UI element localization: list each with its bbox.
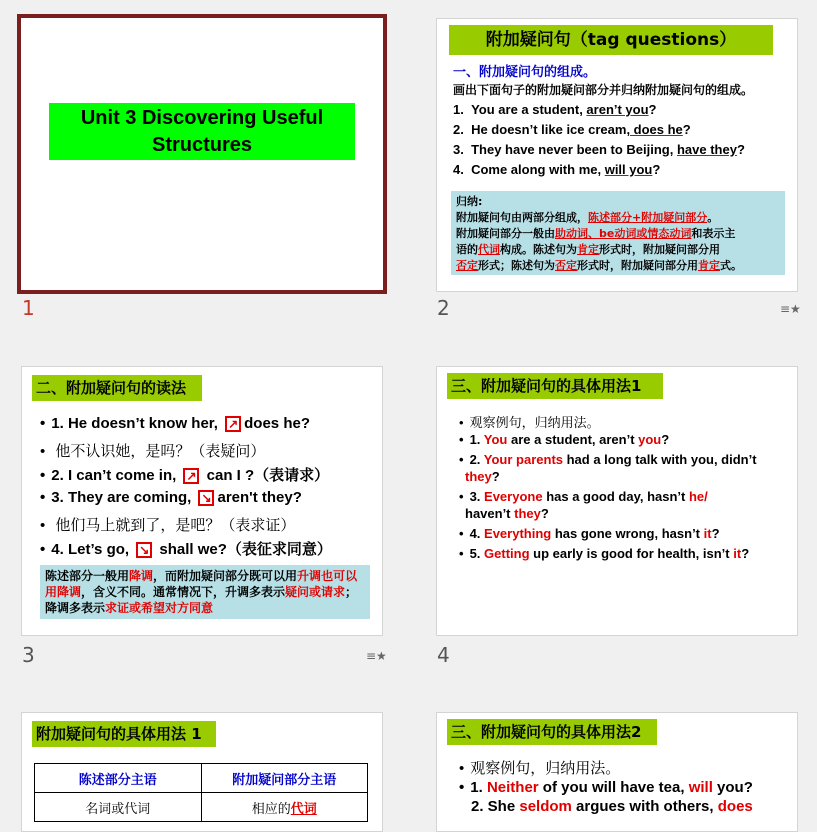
slide-thumbnail-6[interactable] — [436, 712, 798, 832]
slide-2-item: 4. Come along with me, will you? — [453, 162, 661, 177]
slide-3-line: • 4. Let’s go, ↘ shall we?（表征求同意） — [40, 538, 332, 559]
slide-number-1: 1 — [22, 296, 35, 320]
slide-3-note-box: 陈述部分一般用降调，而附加疑问部分既可以用升调也可以用降调，含义不同。通常情况下，升调多表示疑问或请求；降调多表示求证或希望对方同意 — [40, 565, 370, 619]
slide-2-summary-box — [451, 191, 785, 275]
slide-thumbnail-1[interactable] — [17, 14, 387, 294]
slide-4-item: • 1. You are a student, aren’t you? — [459, 432, 669, 447]
table-header: 附加疑问部分主语 — [201, 764, 368, 793]
animation-star-icon[interactable]: ≡★ — [366, 649, 387, 663]
slide-4-item: • 5. Getting up early is good for health, isn’t it? — [459, 546, 749, 561]
slide-3-line: • 他不认识她，是吗？（表疑问） — [40, 440, 265, 461]
summary-label: 归纳: — [456, 195, 483, 208]
slide-3-title: 二、附加疑问句的读法 — [32, 375, 202, 401]
table-header: 陈述部分主语 — [35, 764, 202, 793]
summary-line: 附加疑问部分一般由助动词、be动词或情态动词和表示主 — [456, 227, 736, 240]
slide-4-title: 三、附加疑问句的具体用法1 — [447, 373, 663, 399]
slide-2-item: 3. They have never been to Beijing, have they? — [453, 142, 745, 157]
slide-1-title: Unit 3 Discovering Useful Structures — [49, 103, 355, 160]
slide-4-item-cont: haven’t they? — [465, 506, 549, 521]
slide-2-title: 附加疑问句（tag questions） — [449, 25, 773, 55]
summary-line: 附加疑问句由两部分组成，陈述部分+附加疑问部分。 — [456, 211, 719, 224]
slide-4-item: • 3. Everyone has a good day, hasn’t he/ — [459, 489, 708, 504]
slide-6-intro: • 观察例句，归纳用法。 — [459, 757, 620, 778]
falling-arrow-icon: ↘ — [198, 490, 214, 506]
animation-star-icon[interactable]: ≡★ — [780, 302, 801, 316]
table-cell: 名词或代词 — [35, 793, 202, 822]
slide-3-line: • 他们马上就到了，是吧？（表求证） — [40, 514, 295, 535]
slide-2-section: 一、附加疑问句的组成。 — [453, 64, 597, 79]
summary-line: 否定形式；陈述句为否定形式时，附加疑问部分用肯定式。 — [456, 259, 742, 272]
slide-number-4: 4 — [437, 643, 450, 667]
slide-3-line: • 1. He doesn’t know her, ↗ does he? — [40, 415, 310, 432]
slide-4-item-cont: they? — [465, 469, 500, 484]
slide-3-line: • 2. I can’t come in, ↗ can I ?（表请求） — [40, 464, 329, 485]
slide-thumbnail-5[interactable] — [21, 712, 383, 832]
slide-4-item: • 4. Everything has gone wrong, hasn’t it? — [459, 526, 720, 541]
slide-5-title: 附加疑问句的具体用法 1 — [32, 721, 216, 747]
slide-thumbnail-3[interactable] — [21, 366, 383, 636]
slide-6-item: • 1. Neither of you will have tea, will you? — [459, 779, 753, 796]
slide-thumbnail-2[interactable] — [436, 18, 798, 292]
slide-number-2: 2 — [437, 296, 450, 320]
slide-thumbnail-4[interactable] — [436, 366, 798, 636]
slide-4-intro: • 观察例句，归纳用法。 — [459, 412, 600, 431]
slide-number-3: 3 — [22, 643, 35, 667]
summary-line: 语的代词构成。陈述句为肯定形式时，附加疑问部分用 — [456, 243, 720, 256]
rising-arrow-icon: ↗ — [183, 468, 199, 484]
slide-2-item: 1. You are a student, aren’t you? — [453, 102, 657, 117]
falling-arrow-icon: ↘ — [136, 542, 152, 558]
slide-2-item: 2. He doesn’t like ice cream, does he? — [453, 122, 691, 137]
slide-6-title: 三、附加疑问句的具体用法2 — [447, 719, 657, 745]
slide-2-instruction: 画出下面句子的附加疑问部分并归纳附加疑问句的组成。 — [453, 83, 754, 97]
slide-6-item: 2. She seldom argues with others, does — [471, 798, 753, 815]
rising-arrow-icon: ↗ — [225, 416, 241, 432]
slide-5-table — [34, 763, 368, 822]
slide-3-line: • 3. They are coming, ↘ aren't they? — [40, 489, 302, 506]
slide-4-item: • 2. Your parents had a long talk with you, didn’t — [459, 452, 757, 467]
table-cell: 相应的代词 — [201, 793, 368, 822]
